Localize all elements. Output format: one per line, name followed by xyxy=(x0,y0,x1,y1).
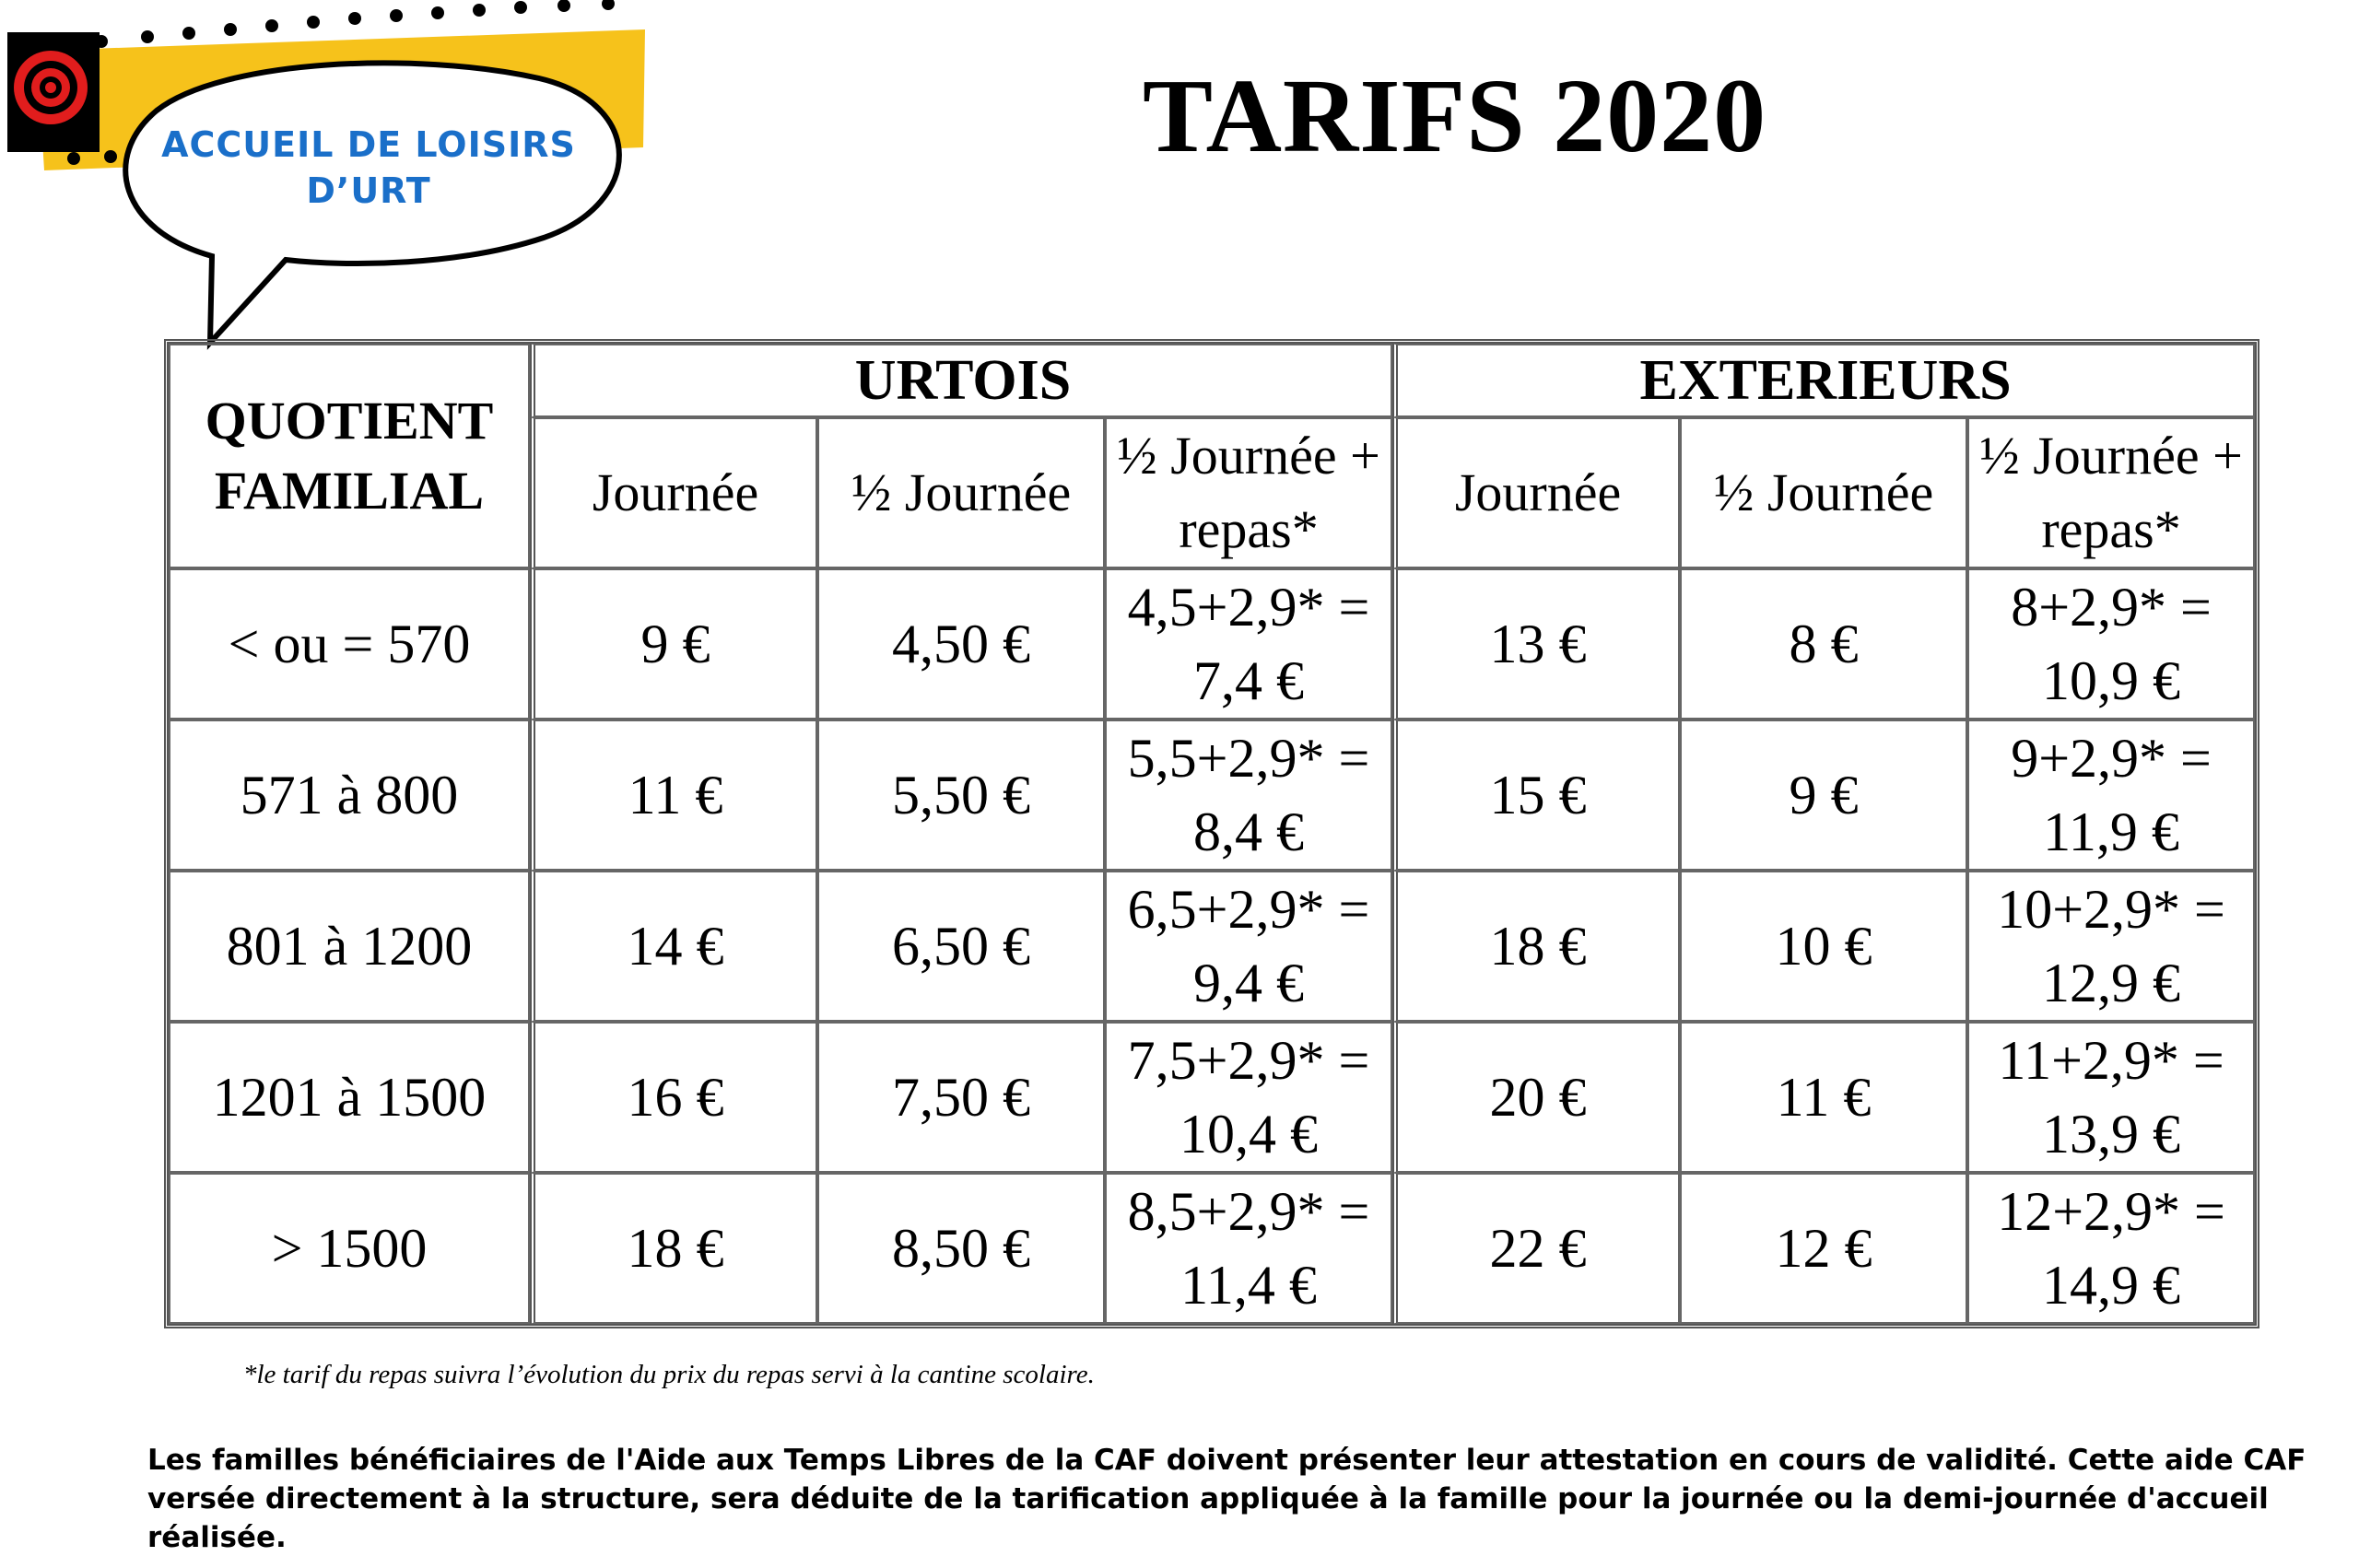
footnote: *le tarif du repas suivra l’évolution du prix du repas servi à la cantine scolaire. xyxy=(243,1360,1095,1389)
tarifs-table xyxy=(164,339,2259,1328)
table-row xyxy=(169,1022,2255,1173)
price-cell: 8 € xyxy=(1680,568,1967,720)
subheader-journee: Journée xyxy=(530,417,817,568)
price-cell: 7,5+2,9* = 10,4 € xyxy=(1105,1022,1392,1173)
group-header-urtois: URTOIS xyxy=(530,344,1392,417)
price-cell: 9 € xyxy=(1680,720,1967,871)
price-cell: 8+2,9* = 10,9 € xyxy=(1967,568,2255,720)
quotient-cell: 801 à 1200 xyxy=(169,871,530,1022)
price-cell: 9+2,9* = 11,9 € xyxy=(1967,720,2255,871)
price-cell: 11+2,9* = 13,9 € xyxy=(1967,1022,2255,1173)
price-cell: 13 € xyxy=(1392,568,1680,720)
table-row xyxy=(169,568,2255,720)
quotient-cell: 571 à 800 xyxy=(169,720,530,871)
logo xyxy=(0,0,663,350)
price-cell: 11 € xyxy=(530,720,817,871)
price-cell: 12 € xyxy=(1680,1173,1967,1324)
price-cell: 20 € xyxy=(1392,1022,1680,1173)
price-cell: 11 € xyxy=(1680,1022,1967,1173)
price-cell: 7,50 € xyxy=(817,1022,1105,1173)
table-row xyxy=(169,871,2255,1022)
subheader-demi-journee: ½ Journée xyxy=(1680,417,1967,568)
subheader-demi-journee: ½ Journée xyxy=(817,417,1105,568)
price-cell: 18 € xyxy=(1392,871,1680,1022)
subheader-demi-journee-repas: ½ Journée + repas* xyxy=(1967,417,2255,568)
price-cell: 10 € xyxy=(1680,871,1967,1022)
price-cell: 15 € xyxy=(1392,720,1680,871)
quotient-cell: 1201 à 1500 xyxy=(169,1022,530,1173)
price-cell: 4,5+2,9* = 7,4 € xyxy=(1105,568,1392,720)
quotient-cell: < ou = 570 xyxy=(169,568,530,720)
price-cell: 14 € xyxy=(530,871,817,1022)
group-header-exterieurs: EXTERIEURS xyxy=(1392,344,2255,417)
quotient-familial-header: QUOTIENT FAMILIAL xyxy=(169,344,530,568)
logo-text: ACCUEIL DE LOISIRS D’URT xyxy=(161,124,576,211)
price-cell: 8,50 € xyxy=(817,1173,1105,1324)
price-cell: 9 € xyxy=(530,568,817,720)
price-cell: 6,5+2,9* = 9,4 € xyxy=(1105,871,1392,1022)
price-cell: 10+2,9* = 12,9 € xyxy=(1967,871,2255,1022)
price-cell: 4,50 € xyxy=(817,568,1105,720)
page-title: TARIFS 2020 xyxy=(1143,57,1767,174)
price-cell: 8,5+2,9* = 11,4 € xyxy=(1105,1173,1392,1324)
quotient-cell: > 1500 xyxy=(169,1173,530,1324)
price-cell: 6,50 € xyxy=(817,871,1105,1022)
table-row xyxy=(169,1173,2255,1324)
price-cell: 22 € xyxy=(1392,1173,1680,1324)
price-cell: 18 € xyxy=(530,1173,817,1324)
price-cell: 12+2,9* = 14,9 € xyxy=(1967,1173,2255,1324)
caf-notice: Les familles bénéficiaires de l'Aide aux Temps Libres de la CAF doivent présenter leur attestation en cours de validité. Cette aide CAF versée directement à la structure, sera déduite de la tarification appliquée à la famille pour la journée ou la demi-journée d'accueil réalisée. xyxy=(147,1444,2306,1554)
table-row xyxy=(169,720,2255,871)
price-cell: 5,50 € xyxy=(817,720,1105,871)
subheader-demi-journee-repas: ½ Journée + repas* xyxy=(1105,417,1392,568)
subheader-journee: Journée xyxy=(1392,417,1680,568)
price-cell: 16 € xyxy=(530,1022,817,1173)
price-cell: 5,5+2,9* = 8,4 € xyxy=(1105,720,1392,871)
